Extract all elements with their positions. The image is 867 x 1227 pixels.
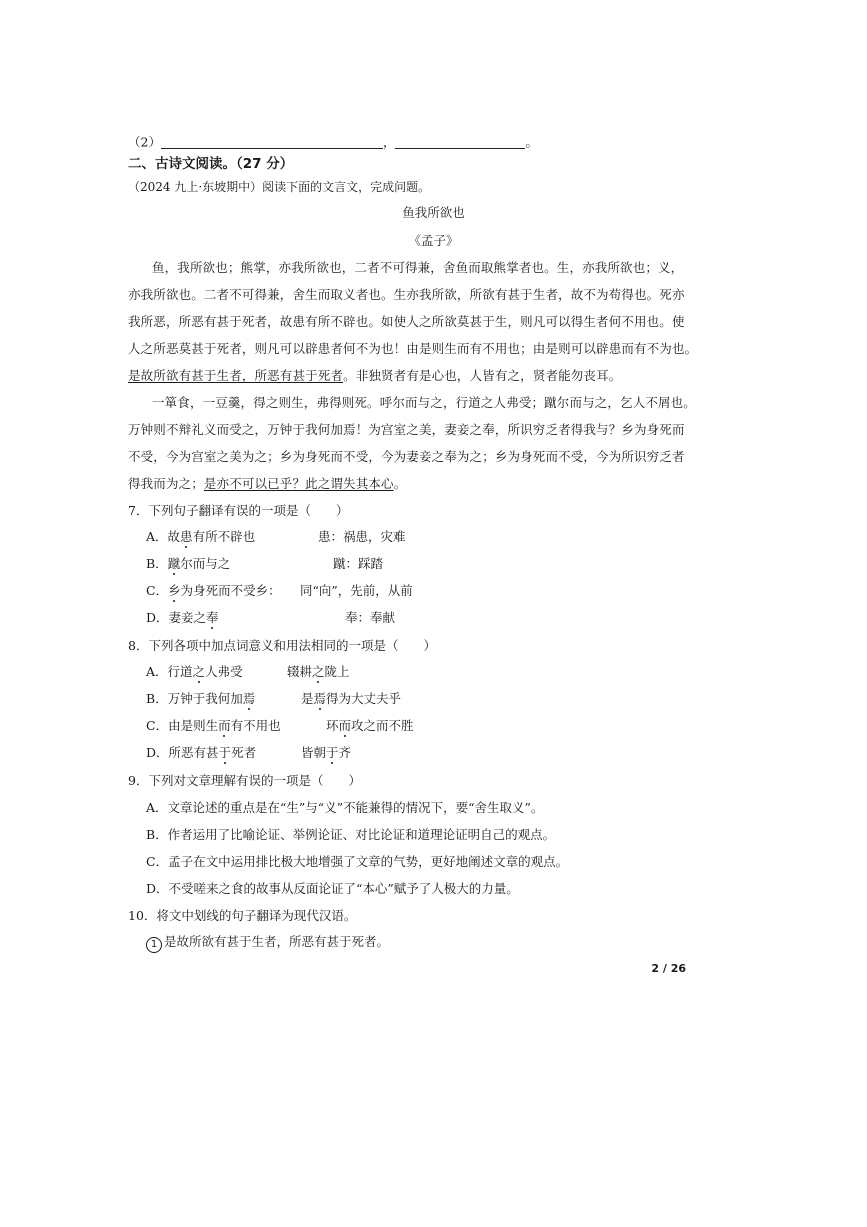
q7-option-b[interactable] <box>146 558 230 571</box>
option-text: 有所不辟也 <box>192 529 256 544</box>
passage-p1-line-3: 我所恶，所恶有甚于死者，故患有所不辟也。如使人之所欲莫甚于生，则凡可以得生者何不用也。使 <box>128 314 685 329</box>
passage-p1-line-4: 人之所恶莫甚于死者，则凡可以辟患者何不为也！由是则生而有不用也；由是则可以辟患而有不为也。 <box>128 341 698 356</box>
dotted-word: 蹴 <box>167 556 181 571</box>
dotted-word: 之 <box>192 664 206 679</box>
q7-option-d[interactable] <box>146 612 219 625</box>
underlined-sentence-2: 是亦不可以已乎？此之谓失其本心 <box>203 476 394 491</box>
q10-stem: 10．将文中划线的句子翻译为现代汉语。 <box>128 908 357 923</box>
q2-period: 。 <box>525 134 538 150</box>
q9-option-d[interactable]: D．不受嗟来之食的故事从反面论证了“本心”赋予了人极大的力量。 <box>146 881 519 896</box>
option-text: 由是则生 <box>168 718 219 733</box>
dotted-word: 焉 <box>313 691 327 706</box>
dotted-word: 而 <box>218 718 231 733</box>
option-text: 尔而与之 <box>180 556 231 571</box>
q7-option-d-gloss: 奉：奉献 <box>345 610 396 625</box>
compare-text: 皆朝 <box>301 745 327 760</box>
q2-prefix: （2） <box>128 134 161 150</box>
dotted-word: 于 <box>326 745 339 760</box>
q10-subquestion-1-text: 是故所欲有甚于生者，所恶有甚于死者。 <box>164 934 390 949</box>
q7-option-a[interactable] <box>146 531 255 544</box>
passage-p1-line-2: 亦我所欲也。二者不可得兼，舍生而取义者也。生亦我所欲，所欲有甚于生者，故不为苟得也。死亦 <box>128 287 685 302</box>
q7-option-b-gloss: 蹴：踩踏 <box>333 556 384 571</box>
q8-option-c-compare <box>326 720 414 733</box>
dotted-word: 之 <box>312 664 325 679</box>
passage-p2-line-4-start: 得我而为之； <box>128 476 204 491</box>
compare-text: 得为大丈夫乎 <box>326 691 402 706</box>
q7-option-c-gloss: 同“向”，先前，从前 <box>300 583 413 598</box>
q10-subquestion-1 <box>146 936 389 953</box>
q8-option-b[interactable] <box>146 693 255 706</box>
q2-blank-1[interactable] <box>161 136 383 149</box>
dotted-word: 乡 <box>168 583 181 598</box>
option-text: 人弗受 <box>205 664 243 679</box>
section-title: 二、古诗文阅读。（27 分） <box>128 156 294 172</box>
q7-stem: 7．下列句子翻译有误的一项是（ ） <box>128 503 349 518</box>
dotted-word: 奉 <box>206 610 219 625</box>
option-text: 行道 <box>167 664 193 679</box>
q8-option-d-compare <box>301 747 351 760</box>
passage-p2-line-3: 不受，今为宫室之美为之；乡为身死而不受，今为妻妾之奉为之；乡为身死而不受，今为所识穷乏者 <box>128 449 685 464</box>
option-text: 所恶有甚 <box>168 745 219 760</box>
circled-number-1: 1 <box>146 937 162 953</box>
option-text: 妻妾之 <box>168 610 207 625</box>
dotted-word: 于 <box>218 745 232 760</box>
text-title: 鱼我所欲也 <box>402 205 465 220</box>
option-letter: C． <box>146 583 169 598</box>
option-letter: B． <box>146 691 168 706</box>
compare-text: 是 <box>301 691 314 706</box>
compare-text: 辍耕 <box>287 664 313 679</box>
dotted-word: 患 <box>180 529 193 544</box>
q9-option-c[interactable]: C．孟子在文中运用排比极大地增强了文章的气势，更好地阐述文章的观点。 <box>146 854 569 869</box>
option-text: 死者 <box>231 745 257 760</box>
passage-p1-line-5 <box>128 370 621 383</box>
dotted-word: 焉 <box>242 691 256 706</box>
q2-comma: ， <box>382 134 396 150</box>
q8-option-a[interactable] <box>146 666 243 679</box>
option-text: 有不用也 <box>230 718 281 733</box>
q7-option-c[interactable] <box>146 585 281 598</box>
passage-p2-line-4-end: 。 <box>393 476 407 491</box>
passage-p1-line-1: 鱼，我所欲也；熊掌，亦我所欲也，二者不可得兼，舍鱼而取熊掌者也。生，亦我所欲也；义， <box>152 260 684 275</box>
q2-blank-2[interactable] <box>395 136 525 149</box>
q9-option-b[interactable]: B．作者运用了比喻论证、举例论证、对比论证和道理论证明自己的观点。 <box>146 827 556 842</box>
q9-stem: 9．下列对文章理解有误的一项是（ ） <box>128 773 361 788</box>
page-number: 2 / 26 <box>651 962 686 975</box>
option-letter: D． <box>146 610 169 625</box>
option-letter: B． <box>146 556 168 571</box>
compare-text: 攻之而不胜 <box>351 718 414 733</box>
reading-intro: （2024 九上·东坡期中）阅读下面的文言文，完成问题。 <box>128 180 431 194</box>
q7-option-a-gloss: 患：祸患，灾难 <box>318 529 406 544</box>
passage-p2-line-1: 一箪食，一豆羹，得之则生，弗得则死。呼尔而与之，行道之人弗受；蹴尔而与之，乞人不屑也。 <box>152 395 696 410</box>
q8-option-a-compare <box>287 666 350 679</box>
underlined-sentence-1: 是故所欲有甚于生者，所恶有甚于死者 <box>128 368 344 383</box>
q8-option-c[interactable] <box>146 720 281 733</box>
option-letter: A． <box>146 529 168 544</box>
dotted-word: 而 <box>338 718 352 733</box>
q9-option-a[interactable]: A．文章论述的重点是在“生”与“义”不能兼得的情况下，要“舍生取义”。 <box>146 800 544 815</box>
passage-p2-line-4 <box>128 478 406 491</box>
option-text: 为身死而不受乡： <box>180 583 281 598</box>
compare-text: 陇上 <box>324 664 350 679</box>
q8-option-d[interactable] <box>146 747 256 760</box>
option-text: 万钟于我何加 <box>167 691 243 706</box>
passage-p2-line-2: 万钟则不辩礼义而受之，万钟于我何加焉！为宫室之美，妻妾之奉，所识穷乏者得我与？乡为身死而 <box>128 422 685 437</box>
q8-stem: 8．下列各项中加点词意义和用法相同的一项是（ ） <box>128 638 436 653</box>
q8-option-b-compare <box>301 693 401 706</box>
compare-text: 环 <box>326 718 339 733</box>
text-author: 《孟子》 <box>408 233 459 248</box>
option-letter: D． <box>146 745 169 760</box>
option-letter: C． <box>146 718 169 733</box>
answer-line-q2 <box>128 136 538 149</box>
option-letter: A． <box>146 664 168 679</box>
passage-p1-line-5-rest: 。非独贤者有是心也，人皆有之，贤者能勿丧耳。 <box>343 368 622 383</box>
compare-text: 齐 <box>338 745 352 760</box>
option-text: 故 <box>167 529 181 544</box>
